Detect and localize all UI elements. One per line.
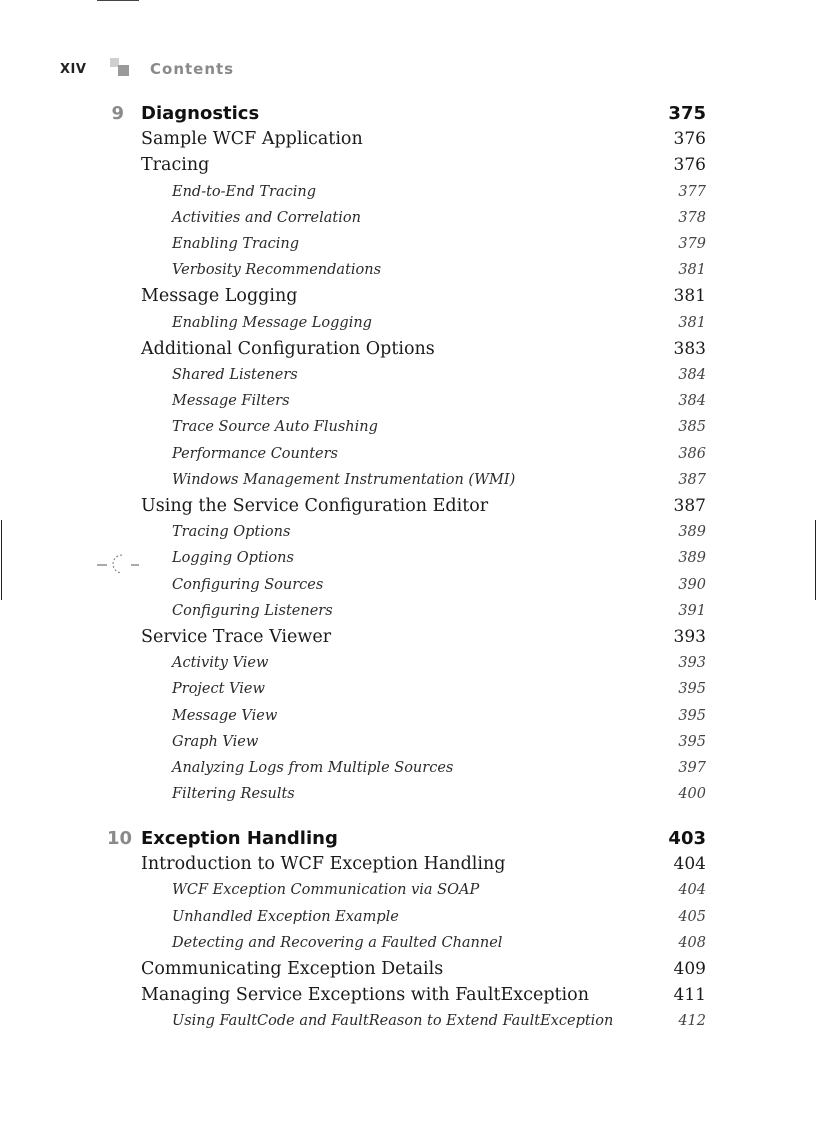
subsection-title: WCF Exception Communication via SOAP (172, 882, 480, 899)
subsection-entry (0, 708, 816, 732)
chapter-number: 10 (106, 828, 132, 849)
subsection-page-number: 412 (678, 1013, 706, 1030)
section-entry (0, 854, 816, 878)
subsection-entry (0, 1013, 816, 1037)
chapter-page-number: 403 (668, 828, 706, 849)
subsection-entry (0, 909, 816, 933)
subsection-page-number: 385 (678, 419, 706, 436)
subsection-entry (0, 236, 816, 260)
subsection-entry (0, 315, 816, 339)
section-page-number: 376 (673, 155, 706, 176)
subsection-entry (0, 524, 816, 548)
subsection-page-number: 404 (678, 882, 706, 899)
subsection-page-number: 395 (678, 681, 706, 698)
subsection-page-number: 381 (678, 314, 706, 331)
subsection-page-number: 391 (678, 602, 706, 619)
subsection-page-number: 397 (678, 760, 706, 776)
subsection-title: Configuring Listeners (172, 602, 333, 619)
subsection-entry (0, 734, 816, 758)
section-title: Managing Service Exceptions with FaultException (141, 985, 589, 1006)
subsection-page-number: 381 (678, 262, 706, 279)
subsection-entry (0, 681, 816, 705)
subsection-title: Graph View (172, 733, 259, 750)
section-page-number: 383 (673, 338, 706, 359)
subsection-page-number: 390 (678, 576, 706, 593)
subsection-entry (0, 760, 816, 784)
subsection-entry (0, 367, 816, 391)
subsection-page-number: 395 (678, 733, 706, 750)
chapter-title: Diagnostics (141, 103, 260, 124)
subsection-page-number: 389 (678, 524, 706, 541)
section-page-number: 387 (673, 496, 706, 516)
contents-logo-icon (110, 58, 130, 78)
subsection-title: Shared Listeners (172, 367, 298, 383)
section-entry (0, 129, 816, 153)
section-entry (0, 155, 816, 179)
running-title: Contents (150, 60, 235, 78)
subsection-page-number: 378 (678, 209, 706, 226)
logo-square-dark (118, 65, 129, 76)
section-page-number: 376 (673, 129, 706, 150)
section-entry (0, 959, 816, 983)
section-title: Using the Service Configuration Editor (141, 496, 489, 516)
subsection-title: Verbosity Recommendations (172, 262, 382, 279)
subsection-title: Message Filters (172, 393, 290, 410)
section-page-number: 381 (673, 286, 706, 307)
subsection-title: Windows Management Instrumentation (WMI) (172, 471, 516, 488)
subsection-page-number: 400 (678, 786, 706, 803)
section-page-number: 409 (673, 959, 706, 979)
subsection-entry (0, 446, 816, 470)
subsection-entry (0, 935, 816, 959)
chapter-heading (0, 828, 816, 852)
subsection-title: Activities and Correlation (172, 209, 361, 226)
subsection-entry (0, 472, 816, 496)
subsection-title: Message View (172, 707, 278, 724)
subsection-page-number: 384 (678, 367, 706, 383)
subsection-title: Performance Counters (172, 445, 338, 462)
section-title: Additional Configuration Options (141, 338, 435, 359)
section-entry (0, 627, 816, 651)
section-entry (0, 985, 816, 1009)
subsection-page-number: 389 (678, 550, 706, 567)
subsection-entry (0, 419, 816, 443)
chapter-heading (0, 103, 816, 127)
subsection-title: Unhandled Exception Example (172, 908, 399, 925)
subsection-page-number: 393 (678, 655, 706, 672)
subsection-entry (0, 184, 816, 208)
subsection-title: Filtering Results (172, 786, 295, 803)
subsection-title: Tracing Options (172, 524, 291, 541)
subsection-page-number: 379 (678, 236, 706, 252)
subsection-entry (0, 577, 816, 601)
section-title: Communicating Exception Details (141, 959, 444, 979)
subsection-entry (0, 393, 816, 417)
subsection-title: Trace Source Auto Flushing (172, 419, 378, 436)
section-page-number: 393 (673, 627, 706, 647)
subsection-title: Analyzing Logs from Multiple Sources (172, 760, 454, 776)
subsection-entry (0, 210, 816, 234)
subsection-title: Using FaultCode and FaultReason to Extend FaultException (172, 1013, 614, 1030)
subsection-title: End-to-End Tracing (172, 183, 317, 200)
subsection-title: Configuring Sources (172, 576, 324, 593)
section-title: Tracing (141, 155, 210, 176)
subsection-entry (0, 655, 816, 679)
top-rule (97, 0, 139, 1)
subsection-entry (0, 603, 816, 627)
subsection-entry (0, 786, 816, 810)
section-entry (0, 339, 816, 363)
section-title: Message Logging (141, 286, 298, 307)
subsection-page-number: 405 (678, 908, 706, 925)
section-page-number: 404 (673, 854, 706, 875)
subsection-entry (0, 550, 816, 574)
subsection-title: Project View (172, 681, 265, 698)
chapter-page-number: 375 (668, 103, 706, 124)
subsection-entry (0, 882, 816, 906)
section-title: Introduction to WCF Exception Handling (141, 854, 506, 875)
section-entry (0, 286, 816, 310)
subsection-page-number: 377 (678, 183, 706, 200)
section-title: Sample WCF Application (141, 129, 363, 150)
subsection-title: Enabling Message Logging (172, 314, 372, 331)
subsection-title: Detecting and Recovering a Faulted Channel (172, 934, 503, 951)
subsection-entry (0, 262, 816, 286)
section-entry (0, 496, 816, 520)
subsection-page-number: 386 (678, 445, 706, 462)
section-title: Service Trace Viewer (141, 627, 332, 647)
subsection-page-number: 387 (678, 471, 706, 488)
page-number: XIV (60, 62, 87, 77)
subsection-page-number: 408 (678, 934, 706, 951)
chapter-number: 9 (111, 103, 124, 124)
subsection-page-number: 384 (678, 393, 706, 410)
subsection-page-number: 395 (678, 707, 706, 724)
section-page-number: 411 (673, 985, 706, 1006)
chapter-title: Exception Handling (141, 828, 338, 849)
subsection-title: Activity View (172, 655, 269, 672)
subsection-title: Logging Options (172, 550, 294, 567)
subsection-title: Enabling Tracing (172, 236, 299, 252)
